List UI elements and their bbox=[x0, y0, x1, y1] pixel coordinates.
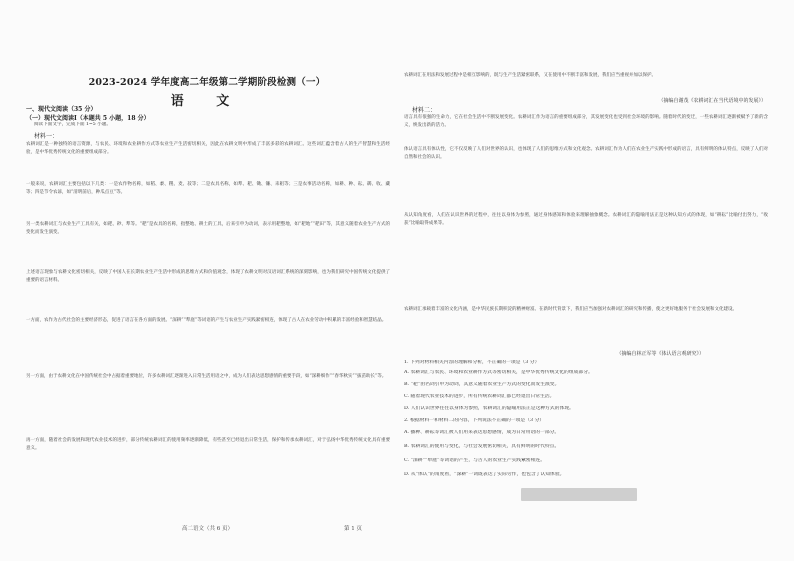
question-1: 1. 下列对材料相关内容的理解和分析，不正确的一项是（3 分） bbox=[404, 360, 540, 365]
right-paragraph-2: 体认语言具有体认性，它不仅反映了人们对世界的认识，也体现了人们的思维方式和文化观念。农耕词汇作为人们在农业生产实践中形成的语言，具有鲜明的体认特点，反映了人们对自然和社会的认识。 bbox=[404, 147, 768, 160]
paragraph-7: 再一方面，随着社会的发展和现代农业技术的进步，部分传统农耕词汇的使用频率逐渐降低，有些甚至已经退出日常生活，保护和传承农耕词汇，对于弘扬中华优秀传统文化具有重要意义。 bbox=[26, 438, 390, 451]
paragraph-3: 另一类农耕词汇与农业生产工具有关，如耙、耖、犁等。“耙”是农具的名称，指整地、耕土的工具，后来引申为动词，表示用耙整地，如“耙地”“耙田”等，其意义随着农业生产方式的变化而发生演变。 bbox=[26, 222, 390, 235]
question-2: 2. 根据材料一和材料二的内容，下列说法不正确的一项是（3 分） bbox=[404, 418, 545, 423]
paragraph-5: 一方面，农作为古代社会的主要经济形态，促进了语言在各方面的发展。“深耕”“犁庭”等词语的产生与农业生产实践紧密相连，体现了古人在农业劳动中积累的丰富经验和智慧结晶。 bbox=[26, 318, 387, 323]
question-1-option-d: D. 人们认识世界往往以身体为参照，农耕词汇的隐喻用法正是这种方式的体现。 bbox=[404, 406, 574, 411]
subject-title: 语 文 bbox=[170, 94, 244, 109]
paragraph-2: 一般来说，农耕词汇主要包括以下几类：一是农作物名称，如稻、黍、稷、麦、菽等；二是农具名称，如犁、耙、锄、镰、耒耜等；三是农事活动名称，如耕、种、耘、耨、收、藏等；四是节令农谚，如“清明前后，种瓜点豆”等。 bbox=[26, 182, 390, 195]
paragraph-1: 农耕词汇是一种独特的语言资源，与农民、环境和农业耕作方式等农业生产生活密切相关，因此在农耕文明中形成了丰富多彩的农耕词汇。这些词汇蕴含着古人的生产智慧和生活经验，是中华优秀传统文化的重要组成部分。 bbox=[26, 142, 390, 155]
source-one: （摘编自谢茂《农耕词汇在当代语境中的发展》） bbox=[658, 98, 766, 104]
material-two-label: 材料二： bbox=[412, 107, 437, 114]
question-1-option-b: B. “耙”由名词引申为动词，其意义随着农业生产方式的变化而发生演变。 bbox=[404, 382, 560, 387]
section-heading: 一、现代文阅读（35 分） bbox=[26, 106, 97, 113]
question-1-option-a: A. 农耕词汇与农民、环境和农业耕作方式等密切相关，是中华优秀传统文化的组成部分。 bbox=[404, 370, 593, 375]
question-2-option-b: B. 农耕词汇的使用与变化，与社会发展密切相关，具有鲜明的时代特点。 bbox=[404, 444, 560, 449]
paragraph-6: 另一方面，由于农耕文化在中国传统社会中占据着重要地位，许多农耕词汇逐渐进入日常生活用语之中，成为人们表达思想感情的重要手段，如“深耕细作”“春华秋实”“拔苗助长”等。 bbox=[26, 374, 387, 379]
question-2-option-a: A. 播种、耕耘等词汇被人们用来表达思想感情，成为日常用语的一部分。 bbox=[404, 430, 560, 435]
right-paragraph-4: 农耕词汇承载着丰富的文化内涵，是中华民族长期积淀的精神财富。在新时代背景下，我们应当加强对农耕词汇的研究和传播，使之更好地服务于社会发展和文化建设。 bbox=[404, 307, 737, 312]
footer-right: 第 1 页 bbox=[344, 526, 362, 532]
subsection-heading: （一）现代文阅读Ⅰ（本题共 5 小题，18 分） bbox=[26, 115, 150, 122]
instruction: 阅读下面文字，完成下面 1~5 小题。 bbox=[34, 122, 111, 127]
source-two: （摘编自林正军等《体认语言观研究》） bbox=[616, 351, 704, 357]
question-2-option-d: D. 从“体认”的角度看，“深耕”一词既表达了实际劳作，也包含了认知体验。 bbox=[404, 472, 565, 477]
footer-left: 高二语文（共 6 页） bbox=[182, 526, 233, 532]
redaction-box bbox=[521, 488, 637, 501]
right-top-paragraph: 农耕词汇在用法和发展过程中是相互影响的，既与生产生活紧密联系，又在使用中不断丰富和发展，我们应当重视并加以保护。 bbox=[404, 73, 656, 78]
right-paragraph-3: 从认知角度看，人们在认识世界的过程中，往往以身体为参照，通过身体感知和体验来理解抽象概念。农耕词汇的隐喻用法正是这种认知方式的体现，如“耕耘”比喻付出努力，“收获”比喻取得成果等。 bbox=[404, 213, 768, 226]
right-paragraph-1: 语言具有很强的生命力，它在社会生活中不断发展变化。农耕词汇作为语言的重要组成部分，其发展变化也受到社会环境的影响。随着时代的变迁，一些农耕词汇逐渐被赋予了新的含义，焕发出新的活力。 bbox=[404, 115, 768, 128]
material-one-label: 材料一： bbox=[34, 133, 59, 140]
exam-title: 2023-2024 学年度高二年级第二学期阶段检测（一） bbox=[88, 77, 326, 88]
question-1-option-c: C. 随着现代农业技术的进步，所有传统农耕词汇都已经退出日常生活。 bbox=[404, 394, 555, 399]
paragraph-4: 上述语言现象与农耕文化密切相关，反映了中国人在长期农业生产生活中形成的思维方式和价值观念，体现了农耕文明对汉语词汇系统的深刻影响，也为我们研究中国传统文化提供了重要的语言材料。 bbox=[26, 270, 390, 283]
question-2-option-c: C. “深耕”“犁庭”等词语的产生，与古人的农业生产实践紧密相连。 bbox=[404, 458, 546, 463]
